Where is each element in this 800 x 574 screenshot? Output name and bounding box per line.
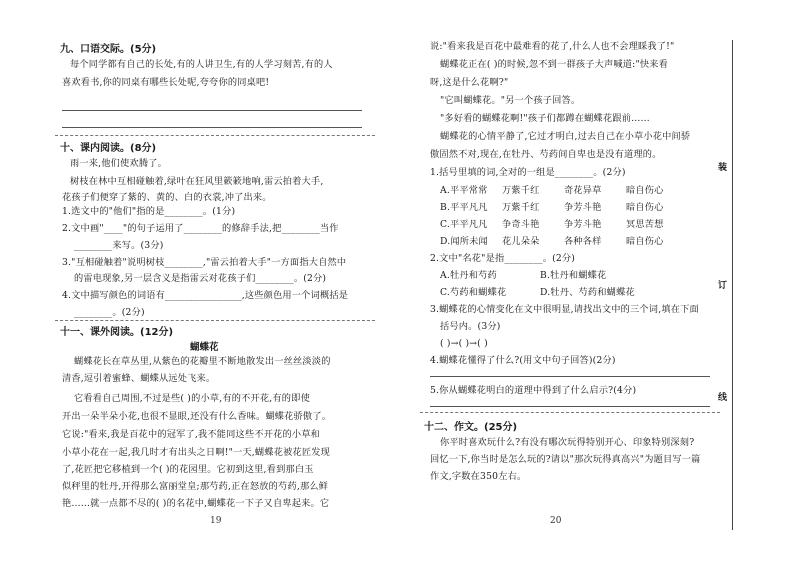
- story-line-9: 艳……就一点都不尽的( )的名花中,蝴蝶花一下子又自卑起来。它: [62, 498, 330, 509]
- story-cont-5: "多好看的蝴蝶花啊!"孩子们都蹲在蝴蝶花跟前……: [440, 113, 650, 124]
- q1-option-d: D.闻所未闻 花儿朵朵 各种各样 暗自伤心: [440, 236, 664, 247]
- q1-option-c: C.平平凡凡 争奇斗艳 争芳斗艳 冥思苦想: [440, 219, 664, 230]
- story-cont-4: "它叫蝴蝶花。"另一个孩子回答。: [440, 95, 581, 106]
- q3b: 括号内。(3分): [440, 321, 501, 332]
- q2-option-d: D.牡丹、芍药和蝴蝶花: [540, 287, 635, 298]
- s10-q1: 1.选文中的"他们"指的是________。(1分): [62, 206, 236, 217]
- story-line-4: 开出一朵半朵小花,也很不显眼,还没有什么香味。蝴蝶花骄傲了。: [62, 411, 332, 422]
- page-number: 19: [210, 516, 222, 526]
- s10-passage-3: 花孩子们便穿了紫的、黄的、白的衣裳,冲了出来。: [62, 192, 272, 203]
- story-cont-2: 蝴蝶花正在( )的时候,忽不到一群孩子大声喊道:"快来看: [440, 59, 669, 70]
- s10-passage-1: 雨一来,他们使欢腾了。: [70, 158, 167, 169]
- s9-line-2: 喜欢看书,你的同桌有哪些长处呢,夸夸你的同桌吧!: [62, 77, 270, 88]
- s10-q2b: ________来写。(3分): [74, 240, 164, 251]
- q1: 1.括号里填的词,全对的一组是________。(2分): [430, 167, 626, 178]
- section-12-title: 十二、作文。(25分): [424, 422, 518, 433]
- answer-line: [430, 376, 710, 377]
- section-9-title: 九、口语交际。(5分): [60, 44, 157, 55]
- binding-label: 订: [718, 281, 728, 291]
- q3-boxes: ( )→( )→( ): [440, 338, 488, 349]
- q4: 4.蝴蝶花懂得了什么?(用文中句子回答)(2分): [430, 355, 616, 366]
- story-line-2: 清香,逗引着蜜蜂、蝴蝶从远处飞来。: [62, 373, 216, 384]
- binding-label: 装: [718, 163, 728, 173]
- q2-option-c: C.芍药和蝴蝶花: [440, 287, 507, 298]
- q1-option-b: B.平平凡凡 万紫千红 争芳斗艳 暗自伤心: [440, 202, 664, 213]
- s10-q3b: 的雷电现象,另一层含义是指雷云对花孩子们________。(2分): [74, 273, 327, 284]
- essay-prompt-1: 你平时喜欢玩什么?有没有哪次玩得特别开心、印象特别深刻?: [440, 437, 695, 448]
- story-cont-3: 呀,这是什么花啊?": [430, 77, 509, 88]
- story-line-7: 了,花匠把它移植到一个( )的花园里。它初到这里,看到那白玉: [62, 464, 314, 475]
- story-line-5: 它说:"看来,我是百花中的冠军了,我不能同这些不开花的小草和: [62, 429, 321, 440]
- s10-q2: 2.文中画"____"的句子运用了________的修辞手法,把________当作: [62, 223, 339, 234]
- s10-passage-2: 树枝在林中互相碰触着,绿叶在狂风里簌簌地响,雷云拍着大手,: [70, 176, 324, 187]
- q3: 3.蝴蝶花的心情变化在文中很明显,请找出文中的三个词,填在下面: [430, 304, 699, 315]
- right-page: [400, 0, 800, 574]
- s10-q4: 4.文中描写颜色的词语有________________,这些颜色用一个词概括是: [62, 290, 349, 301]
- q1-option-a: A.平平常常 万紫千红 奇花异草 暗自伤心: [440, 185, 664, 196]
- story-title: 蝴蝶花: [190, 342, 219, 353]
- essay-prompt-3: 作文,字数在350左右。: [430, 471, 527, 482]
- story-line-1: 蝴蝶花长在草丛里,从紫色的花瓣里不断地散发出一丝丝淡淡的: [74, 356, 331, 367]
- q2-option-b: B.牡丹和蝴蝶花: [540, 270, 607, 281]
- binding-line: [732, 40, 733, 530]
- q2: 2.文中"名花"是指________。(2分): [430, 253, 576, 264]
- story-cont-6: 蝴蝶花的心情平静了,它过才明白,过去自己在小草小花中间骄: [440, 131, 691, 142]
- story-cont-1: 说:"看来我是百花中最难看的花了,什么人也不会理睬我了!": [430, 41, 675, 52]
- s10-q3: 3."互相碰触着"说明树枝________,"雷云拍着大手"一方面指大自然中: [62, 257, 347, 268]
- answer-line: [430, 406, 710, 407]
- answer-line: [62, 110, 362, 111]
- story-line-3: 它看看自己周围,不过是些( )的小草,有的不开花,有的即使: [74, 393, 310, 404]
- section-divider: [420, 412, 720, 413]
- q5: 5.你从蝴蝶花明白的道理中得到了什么启示?(4分): [430, 385, 637, 396]
- essay-prompt-2: 回忆一下,你当时是怎么玩的?请以"那次玩得真高兴"为题目写一篇: [430, 454, 701, 465]
- q2-option-a: A.牡丹和芍药: [440, 270, 497, 281]
- story-cont-7: 傲固然不对,现在,在牡丹、芍药间自卑也是没有道理的。: [430, 149, 662, 160]
- story-line-8: 似秤里的牡丹,开得那么富丽堂皇;那芍药,正在怒放的芍药,那么鲜: [62, 481, 329, 492]
- s9-line-1: 每个同学都有自己的长处,有的人讲卫生,有的人学习刻苦,有的人: [70, 59, 333, 70]
- section-divider: [55, 135, 375, 136]
- section-10-title: 十、课内阅读。(8分): [60, 143, 157, 154]
- section-11-title: 十一、课外阅读。(12分): [60, 327, 174, 338]
- binding-label: 线: [718, 393, 728, 403]
- answer-line: [62, 127, 362, 128]
- page-number: 20: [550, 516, 562, 526]
- story-line-6: 小草小花在一起,我几时才有出头之日啊!"一天,蝴蝶花被花匠发现: [62, 447, 331, 458]
- section-divider: [55, 320, 375, 321]
- s10-q4b: ________。(2分): [74, 307, 145, 318]
